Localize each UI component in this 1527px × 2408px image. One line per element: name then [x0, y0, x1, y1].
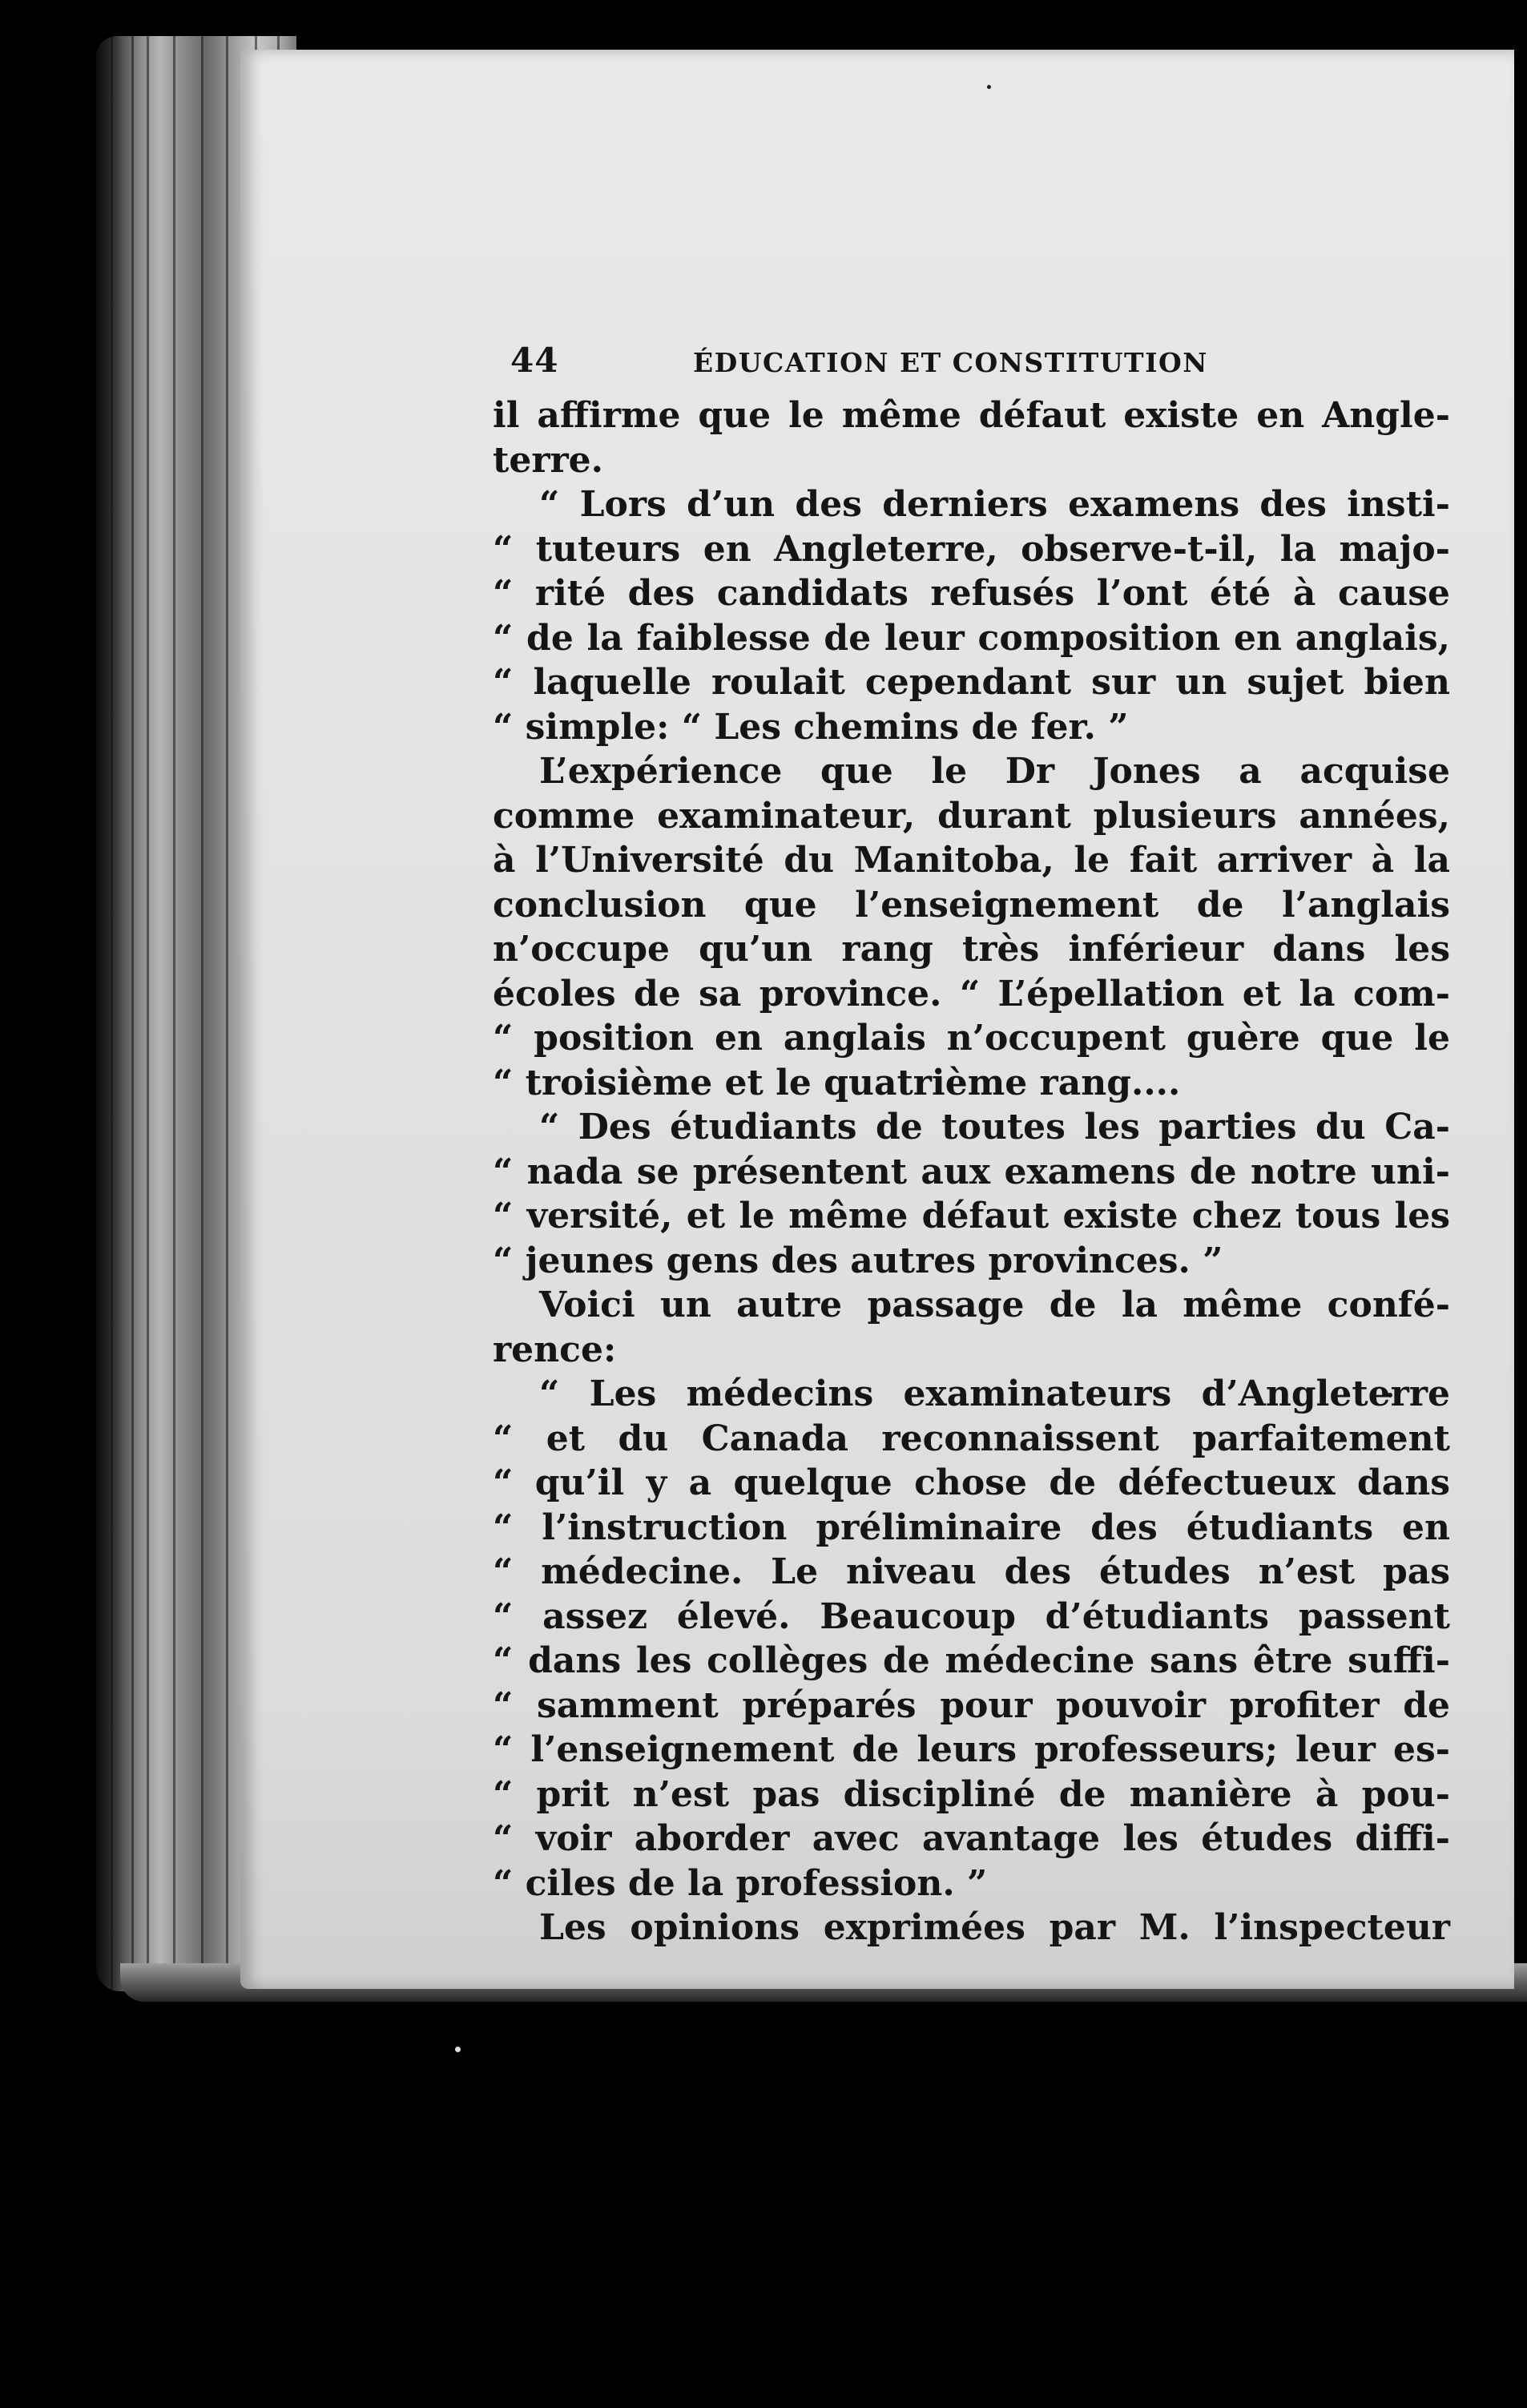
running-head — [493, 341, 1450, 393]
body-line: “ Les médecins examinateurs d’Angleterre — [539, 1373, 1450, 1414]
body-line: “ voir aborder avec avantage les études diffi- — [493, 1818, 1450, 1859]
body-line: “ tuteurs en Angleterre, observe-t-il, la majo- — [493, 528, 1450, 570]
body-line: “ et du Canada reconnaissent parfaitement — [493, 1418, 1450, 1459]
body-line: L’expérience que le Dr Jones a acquise — [539, 751, 1450, 792]
body-line: “ nada se présentent aux examens de notre uni- — [493, 1151, 1450, 1192]
text-block — [493, 341, 1450, 1950]
scan-speck — [455, 2047, 461, 2052]
body-line: “ samment préparés pour pouvoir profiter de — [493, 1684, 1450, 1726]
body-line: “ position en anglais n’occupent guère que le — [493, 1018, 1450, 1059]
running-title: ÉDUCATION ET CONSTITUTION — [693, 347, 1208, 378]
body-line: à l’Université du Manitoba, le fait arriver à la — [493, 840, 1450, 881]
body-line: “ ciles de la profession. ” — [493, 1862, 988, 1904]
body-line: “ dans les collèges de médecine sans être suffi- — [493, 1640, 1450, 1681]
body-line: comme examinateur, durant plusieurs années, — [493, 795, 1450, 837]
body-line: “ rité des candidats refusés l’ont été à cause — [493, 573, 1450, 614]
scan-speck — [987, 85, 991, 89]
body-line: “ l’instruction préliminaire des étudiants en — [493, 1507, 1450, 1548]
body-line: “ Des étudiants de toutes les parties du Ca- — [539, 1107, 1450, 1148]
body-line: “ jeunes gens des autres provinces. ” — [493, 1240, 1223, 1281]
body-line: “ médecine. Le niveau des études n’est pas — [493, 1551, 1450, 1592]
body-line: “ laquelle roulait cependant sur un sujet bien — [493, 662, 1450, 703]
body-line: “ simple: “ Les chemins de fer. ” — [493, 706, 1129, 748]
body-line: “ l’enseignement de leurs professeurs; leur es- — [493, 1729, 1450, 1770]
body-line: n’occupe qu’un rang très inférieur dans les — [493, 929, 1450, 970]
body-line: “ assez élevé. Beaucoup d’étudiants passent — [493, 1595, 1450, 1637]
body-line: il affirme que le même défaut existe en Angle- — [493, 395, 1450, 436]
body-line: “ troisième et le quatrième rang.... — [493, 1062, 1181, 1103]
body-line: conclusion que l’enseignement de l’anglais — [493, 884, 1450, 926]
body-line: Les opinions exprimées par M. l’inspecteur — [539, 1907, 1450, 1948]
body-line: Voici un autre passage de la même confé- — [539, 1285, 1450, 1325]
body-line: “ Lors d’un des derniers examens des insti- — [539, 484, 1450, 525]
body-line: rence: — [493, 1329, 617, 1370]
body-line: écoles de sa province. “ L’épellation et la com- — [493, 973, 1450, 1014]
page-number: 44 — [510, 341, 559, 380]
body-line: “ de la faiblesse de leur composition en anglais, — [493, 617, 1450, 659]
body-line: terre. — [493, 439, 603, 481]
body-line: “ prit n’est pas discipliné de manière à pou- — [493, 1773, 1450, 1815]
body-line: “ qu’il y a quelque chose de défectueux dans — [493, 1462, 1450, 1503]
body-line: “ versité, et le même défaut existe chez tous les — [493, 1196, 1450, 1236]
